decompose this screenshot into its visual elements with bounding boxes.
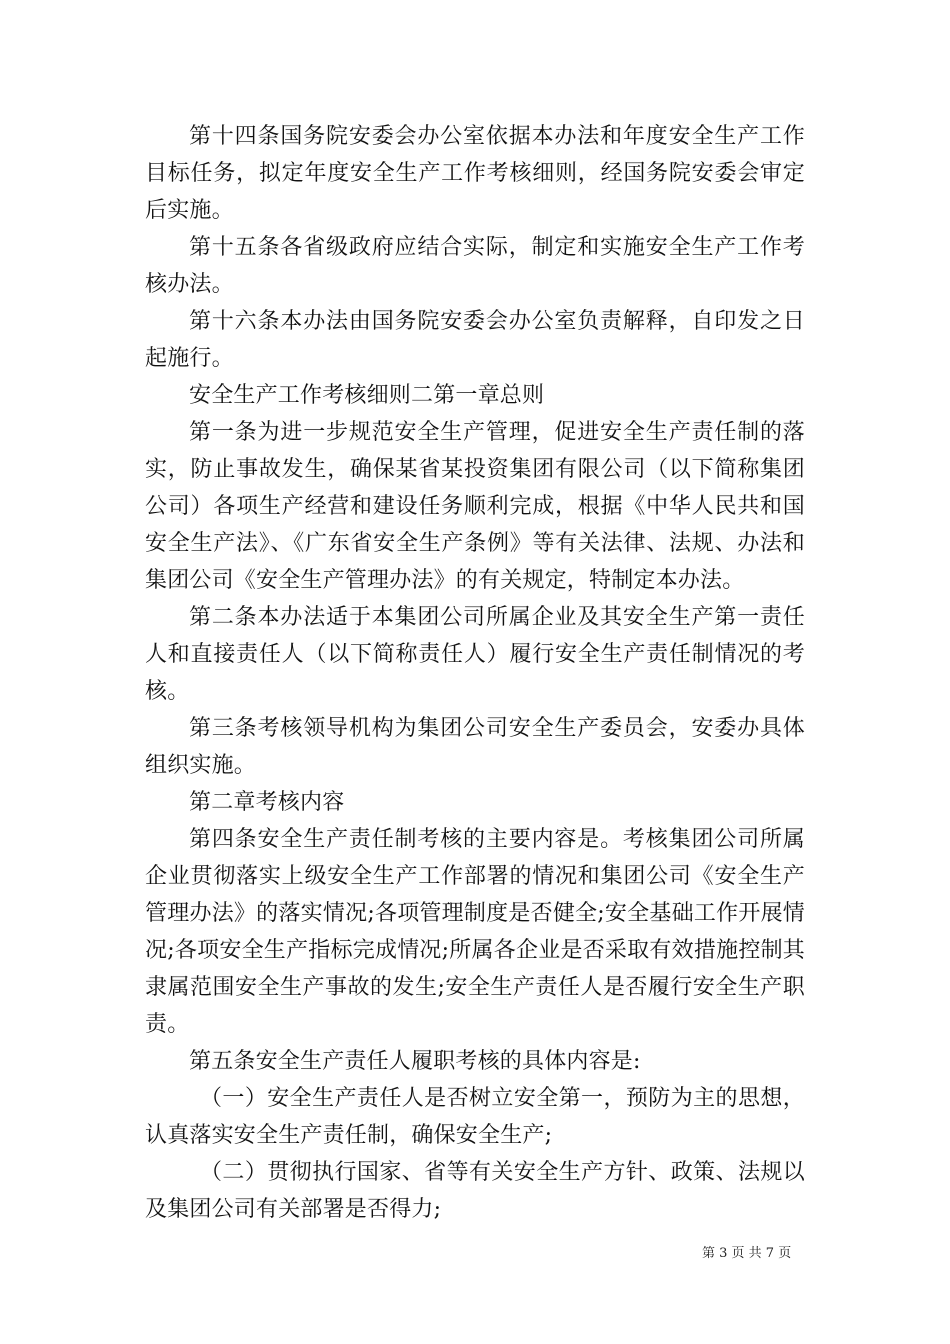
section-heading-general: 安全生产工作考核细则二第一章总则: [189, 383, 545, 408]
paragraph-article-1: 第一条为进一步规范安全生产管理，促进安全生产责任制的落实，防止事故发生，确保某省某投资集团有限公司（以下简称集团公司）各项生产经营和建设任务顺利完成，根据《中华人民共和国安全生产法》、《广东省安全生产条例》等有关法律、法规、办法和集团公司《安全生产管理办法》的有关规定，特制定本办法。: [145, 420, 805, 593]
list-item-2: （二）贯彻执行国家、省等有关安全生产方针、政策、法规以及集团公司有关部署是否得力;: [145, 1160, 805, 1222]
paragraph-article-2: 第二条本办法适于本集团公司所属企业及其安全生产第一责任人和直接责任人（以下简称责任人）履行安全生产责任制情况的考核。: [145, 605, 805, 704]
paragraph-article-4: 第四条安全生产责任制考核的主要内容是。考核集团公司所属企业贯彻落实上级安全生产工作部署的情况和集团公司《安全生产管理办法》的落实情况;各项管理制度是否健全;安全基础工作开展情况;各项安全生产指标完成情况;所属各企业是否采取有效措施控制其隶属范围安全生产事故的发生;安全生产责任人是否履行安全生产职责。: [145, 827, 805, 1037]
paragraph-article-5: 第五条安全生产责任人履职考核的具体内容是:: [189, 1049, 641, 1074]
document-body: [145, 118, 805, 1228]
chapter-heading-content: 第二章考核内容: [189, 790, 345, 815]
list-item-1: （一）安全生产责任人是否树立安全第一，预防为主的思想，认真落实安全生产责任制，确保安全生产;: [145, 1086, 805, 1148]
paragraph-article-16: 第十六条本办法由国务院安委会办公室负责解释，自印发之日起施行。: [145, 309, 805, 371]
paragraph-article-14: 第十四条国务院安委会办公室依据本办法和年度安全生产工作目标任务，拟定年度安全生产工作考核细则，经国务院安委会审定后实施。: [145, 124, 805, 223]
paragraph-article-15: 第十五条各省级政府应结合实际，制定和实施安全生产工作考核办法。: [145, 235, 805, 297]
paragraph-article-3: 第三条考核领导机构为集团公司安全生产委员会，安委办具体组织实施。: [145, 716, 805, 778]
page-number: 第 3 页 共 7 页: [702, 1246, 792, 1261]
